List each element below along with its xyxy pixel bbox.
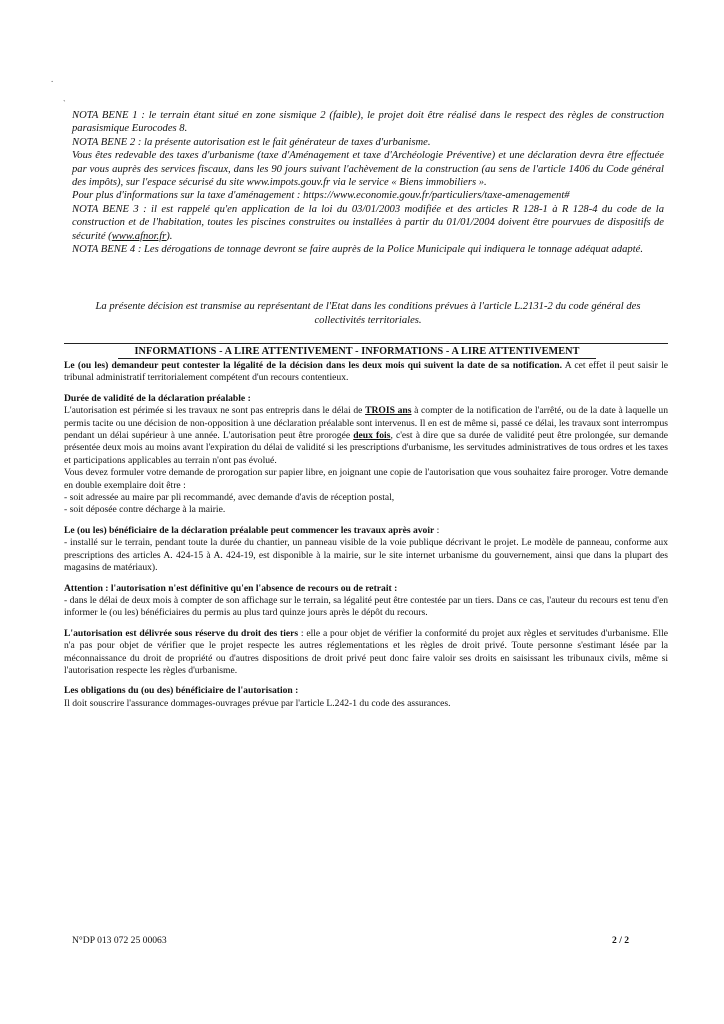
insurance-paragraph: Il doit souscrire l'assurance dommages-ouvrages prévue par l'article L.242-1 du code des assurances. [64, 697, 451, 709]
information-section [64, 360, 668, 710]
tax-declaration-paragraph: Vous êtes redevable des taxes d'urbanisme (taxe d'Aménagement et taxe d'Archéologie Préventive) et une déclaration devra être effectuée par vous auprès des services fiscaux, dans les 90 jours suivant l'achèvement de la construction (au sens de l'article 1406 du Code général des impôts), sur l'espace sécurisé du site www.impots.gouv.fr via le service « Biens immobiliers ». [72, 150, 664, 189]
tax-info-paragraph: Pour plus d'informations sur la taxe d'aménagement : https://www.economie.gouv.fr/particuliers/taxe-amenagement# [72, 190, 570, 202]
third-party-rights-paragraph: L'autorisation est délivrée sous réserve du droit des tiers : elle a pour objet de vérifier la conformité du projet aux règles et servitudes d'urbanisme. Elle n'a pas pour objet de vérifier que le projet respecte les autres réglementations et les règles de droit privé. Toute personne s'estimant lésée par la méconnaissance du droit de propriété ou d'autres dispositions de droit privé peut donc faire valoir ses droits en saisissant les tribunaux civils, même si l'autorisation respecte les règles d'urbanisme. [64, 627, 668, 676]
extension-request-paragraph: Vous devez formuler votre demande de prorogation sur papier libre, en joignant une copie de l'autorisation que vous souhaitez faire proroger. Votre demande en double exemplaire doit être : [64, 467, 668, 491]
validity-heading: Durée de validité de la déclaration préalable : [64, 392, 251, 404]
section-divider [64, 343, 668, 344]
appeal-heading: Attention : l'autorisation n'est définitive qu'en l'absence de recours ou de retrait : [64, 582, 398, 594]
transmission-statement: La présente décision est transmise au représentant de l'Etat dans les conditions prévues à l'article L.2131-2 du code général des collectivités territoriales. [95, 301, 641, 326]
afnor-link[interactable]: www.afnor.fr [111, 230, 167, 242]
nota-bene-2: NOTA BENE 2 : la présente autorisation est le fait générateur de taxes d'urbanisme. [72, 136, 431, 148]
nota-bene-section [72, 109, 664, 256]
works-start-heading: Le (ou les) bénéficiaire de la déclaration préalable peut commencer les travaux après avoir : [64, 524, 440, 536]
title-underline [118, 358, 596, 359]
contest-paragraph: Le (ou les) demandeur peut contester la légalité de la décision dans les deux mois qui suivent la date de sa notification. A cet effet il peut saisir le tribunal administratif territorialement compétent d'un recours contentieux. [64, 360, 668, 384]
scan-mark: ` [63, 99, 66, 108]
validity-paragraph: L'autorisation est périmée si les travaux ne sont pas entrepris dans le délai de TROIS ans à compter de la notification de l'arrêté, ou de la date à laquelle un permis tacite ou une décision de non-opposition à une déclaration préalable sont intervenus. Il en est de même si, passé ce délai, les travaux sont interrompus pendant un délai supérieur à une année. L'autorisation peut être prorogée deux fois, c'est à dire que sa durée de validité peut être prolongée, sur demande présentée deux mois au moins avant l'expiration du délai de validité si les prescriptions d'urbanisme, les servitudes administratives de tous ordres et les taxes et participations applicables au terrain n'ont pas évolué. [64, 405, 669, 466]
information-title: INFORMATIONS - A LIRE ATTENTIVEMENT - INFORMATIONS - A LIRE ATTENTIVEMENT [134, 346, 580, 357]
obligations-heading: Les obligations du (ou des) bénéficiaire de l'autorisation : [64, 685, 299, 697]
panel-paragraph: - installé sur le terrain, pendant toute la durée du chantier, un panneau visible de la voie publique décrivant le projet. Le modèle de panneau, conforme aux prescriptions des articles A. 424-15 à A. 424-19, est disponible à la mairie, sur le site internet urbanisme du gouvernement, ainsi que dans la plupart des magasins de matériaux). [64, 537, 668, 574]
list-item: - soit déposée contre décharge à la mairie. [64, 504, 226, 516]
file-reference: N°DP 013 072 25 00063 [72, 935, 167, 946]
nota-bene-4: NOTA BENE 4 : Les dérogations de tonnage devront se faire auprès de la Police Municipale qui indiquera le tonnage adéquat adapté. [72, 244, 643, 256]
page-number: 2 / 2 [612, 935, 630, 946]
appeal-paragraph: - dans le délai de deux mois à compter de son affichage sur le terrain, sa légalité peut être contestée par un tiers. Dans ce cas, l'auteur du recours est tenu d'en informer le (ou les) bénéficiaires du permis au plus tard quinze jours après le dépôt du recours. [64, 594, 668, 619]
nota-bene-3: NOTA BENE 3 : il est rappelé qu'en application de la loi du 03/01/2003 modifiée et des articles R 128-1 à R 128-4 du code de la construction et de l'habitation, toutes les piscines construites ou installées à partir du 01/01/2004 doivent être pourvues de dispositifs de sécurité (www.afnor.fr). [72, 203, 664, 242]
scan-mark: . [51, 74, 54, 84]
list-item: - soit adressée au maire par pli recommandé, avec demande d'avis de réception postal, [64, 492, 395, 504]
nota-bene-1: NOTA BENE 1 : le terrain étant situé en zone sismique 2 (faible), le projet doit être réalisé dans le respect des règles de construction parasismique Eurocodes 8. [72, 110, 664, 135]
